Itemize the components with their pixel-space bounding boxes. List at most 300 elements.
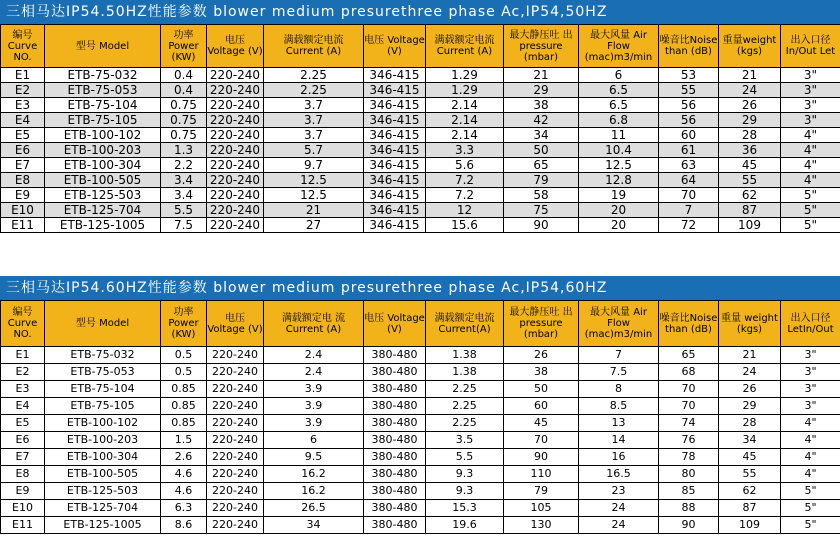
cell-current-three: 9.3 bbox=[426, 466, 504, 483]
cell-current-three: 5.6 bbox=[426, 158, 504, 173]
col-pressure: 最大静压吐 出pressure (mbar) bbox=[504, 25, 579, 68]
cell-power: 8.6 bbox=[161, 517, 207, 534]
cell-curve-no: E3 bbox=[1, 381, 45, 398]
cell-current-single: 2.25 bbox=[264, 83, 364, 98]
cell-voltage-three: 346-415 bbox=[364, 158, 426, 173]
cell-air-flow: 6 bbox=[579, 68, 659, 83]
table-row bbox=[1, 449, 840, 466]
cell-noise: 64 bbox=[659, 173, 719, 188]
cell-pressure: 105 bbox=[504, 500, 579, 517]
cell-pressure: 38 bbox=[504, 98, 579, 113]
cell-curve-no: E5 bbox=[1, 128, 45, 143]
cell-current-three: 2.14 bbox=[426, 128, 504, 143]
cell-air-flow: 6.5 bbox=[579, 83, 659, 98]
cell-pressure: 29 bbox=[504, 83, 579, 98]
cell-voltage-single: 220-240 bbox=[207, 143, 264, 158]
col-current-single: 满载额定电流 Current (A) bbox=[264, 25, 364, 68]
cell-air-flow: 12.8 bbox=[579, 173, 659, 188]
cell-current-single: 3.9 bbox=[264, 381, 364, 398]
cell-pressure: 45 bbox=[504, 415, 579, 432]
cell-current-single: 6 bbox=[264, 432, 364, 449]
col-power: 功率 Power (KW) bbox=[161, 25, 207, 68]
cell-pressure: 50 bbox=[504, 143, 579, 158]
cell-voltage-single: 220-240 bbox=[207, 381, 264, 398]
cell-weight: 87 bbox=[719, 500, 781, 517]
cell-noise: 65 bbox=[659, 347, 719, 364]
cell-power: 7.5 bbox=[161, 218, 207, 233]
cell-current-three: 2.25 bbox=[426, 398, 504, 415]
col-voltage-three: 电压 Voltage (V) bbox=[364, 301, 426, 347]
cell-inlet-outlet: 3" bbox=[781, 398, 840, 415]
cell-noise: 56 bbox=[659, 113, 719, 128]
col-current-three: 满载额定电流 Current(A) bbox=[426, 301, 504, 347]
cell-model: ETB-75-053 bbox=[45, 83, 161, 98]
cell-weight: 26 bbox=[719, 381, 781, 398]
cell-curve-no: E10 bbox=[1, 500, 45, 517]
table-title-60hz: 三相马达IP54.60HZ性能参数 blower medium presurethree phase Ac,IP54,60HZ bbox=[0, 276, 840, 300]
cell-inlet-outlet: 5" bbox=[781, 517, 840, 534]
cell-noise: 78 bbox=[659, 449, 719, 466]
cell-model: ETB-75-104 bbox=[45, 381, 161, 398]
cell-inlet-outlet: 5" bbox=[781, 203, 840, 218]
cell-inlet-outlet: 4" bbox=[781, 173, 840, 188]
cell-voltage-single: 220-240 bbox=[207, 517, 264, 534]
cell-curve-no: E7 bbox=[1, 449, 45, 466]
cell-noise: 85 bbox=[659, 483, 719, 500]
cell-current-three: 15.3 bbox=[426, 500, 504, 517]
cell-pressure: 90 bbox=[504, 449, 579, 466]
cell-weight: 21 bbox=[719, 68, 781, 83]
cell-curve-no: E7 bbox=[1, 158, 45, 173]
table-row bbox=[1, 432, 840, 449]
col-air-flow: 最大风量 Air Flow (mac)m3/min bbox=[579, 301, 659, 347]
cell-current-three: 15.6 bbox=[426, 218, 504, 233]
cell-power: 4.6 bbox=[161, 466, 207, 483]
cell-current-three: 1.38 bbox=[426, 347, 504, 364]
table-row bbox=[1, 203, 840, 218]
cell-air-flow: 7 bbox=[579, 347, 659, 364]
table-row bbox=[1, 415, 840, 432]
cell-inlet-outlet: 4" bbox=[781, 415, 840, 432]
cell-pressure: 58 bbox=[504, 188, 579, 203]
cell-curve-no: E8 bbox=[1, 466, 45, 483]
cell-curve-no: E4 bbox=[1, 398, 45, 415]
col-current-three: 满载额定电流 Current (A) bbox=[426, 25, 504, 68]
cell-current-single: 2.4 bbox=[264, 347, 364, 364]
cell-model: ETB-75-032 bbox=[45, 347, 161, 364]
cell-inlet-outlet: 3" bbox=[781, 83, 840, 98]
cell-voltage-single: 220-240 bbox=[207, 158, 264, 173]
table-row bbox=[1, 500, 840, 517]
cell-pressure: 90 bbox=[504, 218, 579, 233]
cell-noise: 68 bbox=[659, 364, 719, 381]
cell-power: 2.6 bbox=[161, 449, 207, 466]
table-title-50hz: 三相马达IP54.50HZ性能参数 blower medium presurethree phase Ac,IP54,50HZ bbox=[0, 0, 840, 24]
col-curve-no: 编号 Curve NO. bbox=[1, 25, 45, 68]
cell-pressure: 21 bbox=[504, 68, 579, 83]
cell-power: 4.6 bbox=[161, 483, 207, 500]
table-row bbox=[1, 364, 840, 381]
cell-model: ETB-125-503 bbox=[45, 188, 161, 203]
cell-voltage-single: 220-240 bbox=[207, 483, 264, 500]
cell-voltage-single: 220-240 bbox=[207, 128, 264, 143]
cell-curve-no: E2 bbox=[1, 364, 45, 381]
cell-voltage-single: 220-240 bbox=[207, 347, 264, 364]
cell-current-single: 12.5 bbox=[264, 173, 364, 188]
cell-current-three: 9.3 bbox=[426, 483, 504, 500]
cell-noise: 55 bbox=[659, 83, 719, 98]
cell-noise: 53 bbox=[659, 68, 719, 83]
cell-power: 1.5 bbox=[161, 432, 207, 449]
cell-current-single: 16.2 bbox=[264, 466, 364, 483]
cell-power: 1.3 bbox=[161, 143, 207, 158]
cell-noise: 61 bbox=[659, 143, 719, 158]
cell-air-flow: 11 bbox=[579, 128, 659, 143]
cell-current-three: 2.25 bbox=[426, 415, 504, 432]
cell-weight: 55 bbox=[719, 173, 781, 188]
cell-air-flow: 6.8 bbox=[579, 113, 659, 128]
cell-noise: 70 bbox=[659, 381, 719, 398]
cell-pressure: 130 bbox=[504, 517, 579, 534]
cell-voltage-three: 380-480 bbox=[364, 398, 426, 415]
table-row bbox=[1, 218, 840, 233]
cell-air-flow: 7.5 bbox=[579, 364, 659, 381]
cell-power: 3.4 bbox=[161, 173, 207, 188]
cell-voltage-three: 346-415 bbox=[364, 143, 426, 158]
cell-current-three: 1.38 bbox=[426, 364, 504, 381]
cell-current-three: 7.2 bbox=[426, 173, 504, 188]
cell-voltage-single: 220-240 bbox=[207, 449, 264, 466]
cell-air-flow: 8 bbox=[579, 381, 659, 398]
cell-air-flow: 10.4 bbox=[579, 143, 659, 158]
cell-voltage-three: 380-480 bbox=[364, 449, 426, 466]
col-voltage-three: 电压 Voltage (V) bbox=[364, 25, 426, 68]
table-row bbox=[1, 188, 840, 203]
cell-air-flow: 20 bbox=[579, 218, 659, 233]
cell-current-single: 3.9 bbox=[264, 415, 364, 432]
table-row bbox=[1, 398, 840, 415]
cell-power: 0.85 bbox=[161, 415, 207, 432]
table-row bbox=[1, 173, 840, 188]
cell-weight: 109 bbox=[719, 517, 781, 534]
cell-pressure: 38 bbox=[504, 364, 579, 381]
cell-current-single: 2.25 bbox=[264, 68, 364, 83]
cell-voltage-single: 220-240 bbox=[207, 83, 264, 98]
cell-curve-no: E6 bbox=[1, 432, 45, 449]
cell-inlet-outlet: 3" bbox=[781, 364, 840, 381]
cell-voltage-three: 346-415 bbox=[364, 68, 426, 83]
cell-air-flow: 24 bbox=[579, 500, 659, 517]
cell-voltage-three: 380-480 bbox=[364, 415, 426, 432]
cell-pressure: 34 bbox=[504, 128, 579, 143]
cell-model: ETB-125-704 bbox=[45, 500, 161, 517]
col-curve-no: 编号 Curve NO. bbox=[1, 301, 45, 347]
cell-voltage-three: 346-415 bbox=[364, 98, 426, 113]
cell-current-three: 7.2 bbox=[426, 188, 504, 203]
cell-power: 5.5 bbox=[161, 203, 207, 218]
cell-pressure: 26 bbox=[504, 347, 579, 364]
cell-weight: 109 bbox=[719, 218, 781, 233]
cell-power: 2.2 bbox=[161, 158, 207, 173]
cell-noise: 88 bbox=[659, 500, 719, 517]
cell-power: 0.5 bbox=[161, 364, 207, 381]
cell-model: ETB-100-505 bbox=[45, 173, 161, 188]
cell-current-single: 5.7 bbox=[264, 143, 364, 158]
cell-voltage-three: 380-480 bbox=[364, 381, 426, 398]
cell-current-single: 9.7 bbox=[264, 158, 364, 173]
cell-curve-no: E6 bbox=[1, 143, 45, 158]
cell-power: 0.75 bbox=[161, 128, 207, 143]
cell-curve-no: E11 bbox=[1, 517, 45, 534]
cell-weight: 62 bbox=[719, 483, 781, 500]
cell-model: ETB-75-105 bbox=[45, 113, 161, 128]
cell-voltage-three: 380-480 bbox=[364, 466, 426, 483]
cell-curve-no: E8 bbox=[1, 173, 45, 188]
cell-pressure: 50 bbox=[504, 381, 579, 398]
cell-voltage-three: 380-480 bbox=[364, 364, 426, 381]
cell-weight: 21 bbox=[719, 347, 781, 364]
cell-inlet-outlet: 4" bbox=[781, 128, 840, 143]
cell-voltage-three: 346-415 bbox=[364, 218, 426, 233]
cell-inlet-outlet: 4" bbox=[781, 432, 840, 449]
cell-model: ETB-100-505 bbox=[45, 466, 161, 483]
cell-noise: 74 bbox=[659, 415, 719, 432]
col-power: 功率 Power (KW) bbox=[161, 301, 207, 347]
cell-voltage-single: 220-240 bbox=[207, 398, 264, 415]
cell-model: ETB-125-704 bbox=[45, 203, 161, 218]
cell-noise: 80 bbox=[659, 466, 719, 483]
cell-pressure: 75 bbox=[504, 203, 579, 218]
cell-voltage-three: 346-415 bbox=[364, 203, 426, 218]
cell-air-flow: 16 bbox=[579, 449, 659, 466]
cell-inlet-outlet: 3" bbox=[781, 98, 840, 113]
cell-weight: 28 bbox=[719, 128, 781, 143]
cell-model: ETB-125-1005 bbox=[45, 218, 161, 233]
table-section-60hz bbox=[0, 276, 840, 534]
cell-power: 3.4 bbox=[161, 188, 207, 203]
cell-current-three: 3.3 bbox=[426, 143, 504, 158]
cell-current-three: 1.29 bbox=[426, 68, 504, 83]
cell-current-single: 3.7 bbox=[264, 128, 364, 143]
cell-air-flow: 19 bbox=[579, 188, 659, 203]
table-row bbox=[1, 128, 840, 143]
cell-voltage-three: 346-415 bbox=[364, 113, 426, 128]
cell-model: ETB-75-104 bbox=[45, 98, 161, 113]
cell-weight: 36 bbox=[719, 143, 781, 158]
cell-current-single: 16.2 bbox=[264, 483, 364, 500]
cell-voltage-three: 380-480 bbox=[364, 517, 426, 534]
cell-voltage-single: 220-240 bbox=[207, 173, 264, 188]
table-row bbox=[1, 517, 840, 534]
col-inlet-outlet: 出入口径 LetIn/Out bbox=[781, 301, 840, 347]
cell-current-three: 2.14 bbox=[426, 113, 504, 128]
table-row bbox=[1, 466, 840, 483]
cell-voltage-single: 220-240 bbox=[207, 500, 264, 517]
cell-air-flow: 16.5 bbox=[579, 466, 659, 483]
cell-current-single: 34 bbox=[264, 517, 364, 534]
cell-pressure: 70 bbox=[504, 432, 579, 449]
cell-weight: 62 bbox=[719, 188, 781, 203]
cell-air-flow: 8.5 bbox=[579, 398, 659, 415]
cell-inlet-outlet: 4" bbox=[781, 466, 840, 483]
cell-current-three: 1.29 bbox=[426, 83, 504, 98]
cell-power: 6.3 bbox=[161, 500, 207, 517]
table-row bbox=[1, 83, 840, 98]
cell-inlet-outlet: 4" bbox=[781, 143, 840, 158]
table-row bbox=[1, 113, 840, 128]
cell-curve-no: E9 bbox=[1, 483, 45, 500]
cell-voltage-three: 380-480 bbox=[364, 347, 426, 364]
cell-pressure: 42 bbox=[504, 113, 579, 128]
cell-voltage-single: 220-240 bbox=[207, 466, 264, 483]
cell-air-flow: 20 bbox=[579, 203, 659, 218]
cell-voltage-single: 220-240 bbox=[207, 188, 264, 203]
cell-voltage-three: 346-415 bbox=[364, 83, 426, 98]
table-row bbox=[1, 381, 840, 398]
cell-curve-no: E5 bbox=[1, 415, 45, 432]
cell-inlet-outlet: 4" bbox=[781, 158, 840, 173]
cell-current-three: 5.5 bbox=[426, 449, 504, 466]
cell-voltage-single: 220-240 bbox=[207, 203, 264, 218]
cell-current-three: 2.25 bbox=[426, 381, 504, 398]
col-weight: 重量 weight (kgs) bbox=[719, 301, 781, 347]
col-voltage-single: 电压 Voltage (V) bbox=[207, 25, 264, 68]
col-inlet-outlet: 出入口径 In/Out Let bbox=[781, 25, 840, 68]
cell-curve-no: E1 bbox=[1, 68, 45, 83]
col-noise: 噪音比Noise than (dB) bbox=[659, 301, 719, 347]
col-model: 型号 Model bbox=[45, 301, 161, 347]
cell-curve-no: E11 bbox=[1, 218, 45, 233]
cell-weight: 29 bbox=[719, 113, 781, 128]
cell-air-flow: 13 bbox=[579, 415, 659, 432]
cell-noise: 72 bbox=[659, 218, 719, 233]
cell-curve-no: E4 bbox=[1, 113, 45, 128]
cell-voltage-single: 220-240 bbox=[207, 68, 264, 83]
cell-current-single: 26.5 bbox=[264, 500, 364, 517]
cell-current-three: 3.5 bbox=[426, 432, 504, 449]
cell-power: 0.85 bbox=[161, 381, 207, 398]
cell-air-flow: 14 bbox=[579, 432, 659, 449]
cell-voltage-three: 346-415 bbox=[364, 128, 426, 143]
cell-noise: 7 bbox=[659, 203, 719, 218]
cell-voltage-single: 220-240 bbox=[207, 415, 264, 432]
cell-current-single: 27 bbox=[264, 218, 364, 233]
col-weight: 重量weight (kgs) bbox=[719, 25, 781, 68]
cell-current-single: 21 bbox=[264, 203, 364, 218]
cell-air-flow: 12.5 bbox=[579, 158, 659, 173]
cell-inlet-outlet: 3" bbox=[781, 113, 840, 128]
cell-inlet-outlet: 5" bbox=[781, 188, 840, 203]
cell-noise: 70 bbox=[659, 398, 719, 415]
cell-model: ETB-125-1005 bbox=[45, 517, 161, 534]
cell-noise: 76 bbox=[659, 432, 719, 449]
cell-noise: 70 bbox=[659, 188, 719, 203]
cell-pressure: 79 bbox=[504, 173, 579, 188]
cell-inlet-outlet: 3" bbox=[781, 381, 840, 398]
cell-current-three: 12 bbox=[426, 203, 504, 218]
cell-weight: 29 bbox=[719, 398, 781, 415]
cell-current-single: 12.5 bbox=[264, 188, 364, 203]
cell-weight: 45 bbox=[719, 158, 781, 173]
cell-current-single: 9.5 bbox=[264, 449, 364, 466]
cell-model: ETB-75-032 bbox=[45, 68, 161, 83]
cell-inlet-outlet: 4" bbox=[781, 449, 840, 466]
cell-model: ETB-100-203 bbox=[45, 143, 161, 158]
table-row bbox=[1, 143, 840, 158]
header-row bbox=[1, 25, 840, 68]
cell-current-single: 3.7 bbox=[264, 113, 364, 128]
cell-power: 0.75 bbox=[161, 98, 207, 113]
table-row bbox=[1, 483, 840, 500]
cell-weight: 28 bbox=[719, 415, 781, 432]
cell-power: 0.4 bbox=[161, 83, 207, 98]
cell-weight: 24 bbox=[719, 364, 781, 381]
table-row bbox=[1, 68, 840, 83]
performance-table-60hz bbox=[0, 300, 840, 534]
cell-model: ETB-75-053 bbox=[45, 364, 161, 381]
cell-model: ETB-100-304 bbox=[45, 158, 161, 173]
cell-weight: 87 bbox=[719, 203, 781, 218]
table-row bbox=[1, 98, 840, 113]
cell-voltage-single: 220-240 bbox=[207, 113, 264, 128]
cell-voltage-single: 220-240 bbox=[207, 432, 264, 449]
cell-air-flow: 23 bbox=[579, 483, 659, 500]
cell-curve-no: E3 bbox=[1, 98, 45, 113]
col-noise: 噪音比Noise than (dB) bbox=[659, 25, 719, 68]
cell-pressure: 65 bbox=[504, 158, 579, 173]
cell-noise: 90 bbox=[659, 517, 719, 534]
performance-table-50hz bbox=[0, 24, 840, 233]
table-row bbox=[1, 347, 840, 364]
cell-power: 0.85 bbox=[161, 398, 207, 415]
cell-inlet-outlet: 3" bbox=[781, 68, 840, 83]
table-section-50hz bbox=[0, 0, 840, 233]
cell-inlet-outlet: 5" bbox=[781, 483, 840, 500]
cell-model: ETB-100-203 bbox=[45, 432, 161, 449]
cell-noise: 63 bbox=[659, 158, 719, 173]
cell-voltage-three: 380-480 bbox=[364, 500, 426, 517]
cell-voltage-single: 220-240 bbox=[207, 98, 264, 113]
cell-power: 0.75 bbox=[161, 113, 207, 128]
cell-weight: 26 bbox=[719, 98, 781, 113]
col-air-flow: 最大风量 Air Flow (mac)m3/min bbox=[579, 25, 659, 68]
cell-voltage-three: 346-415 bbox=[364, 173, 426, 188]
cell-curve-no: E9 bbox=[1, 188, 45, 203]
cell-curve-no: E1 bbox=[1, 347, 45, 364]
cell-inlet-outlet: 5" bbox=[781, 500, 840, 517]
cell-voltage-single: 220-240 bbox=[207, 364, 264, 381]
cell-pressure: 110 bbox=[504, 466, 579, 483]
cell-model: ETB-125-503 bbox=[45, 483, 161, 500]
cell-noise: 56 bbox=[659, 98, 719, 113]
cell-model: ETB-75-105 bbox=[45, 398, 161, 415]
cell-current-three: 2.14 bbox=[426, 98, 504, 113]
cell-voltage-three: 346-415 bbox=[364, 188, 426, 203]
cell-pressure: 79 bbox=[504, 483, 579, 500]
cell-curve-no: E2 bbox=[1, 83, 45, 98]
cell-model: ETB-100-304 bbox=[45, 449, 161, 466]
table-row bbox=[1, 158, 840, 173]
cell-power: 0.5 bbox=[161, 347, 207, 364]
cell-air-flow: 24 bbox=[579, 517, 659, 534]
col-voltage-single: 电压 Voltage (V) bbox=[207, 301, 264, 347]
header-row bbox=[1, 301, 840, 347]
col-current-single: 满载额定电 流 Current (A) bbox=[264, 301, 364, 347]
col-model: 型号 Model bbox=[45, 25, 161, 68]
cell-current-three: 19.6 bbox=[426, 517, 504, 534]
cell-weight: 55 bbox=[719, 466, 781, 483]
cell-air-flow: 6.5 bbox=[579, 98, 659, 113]
